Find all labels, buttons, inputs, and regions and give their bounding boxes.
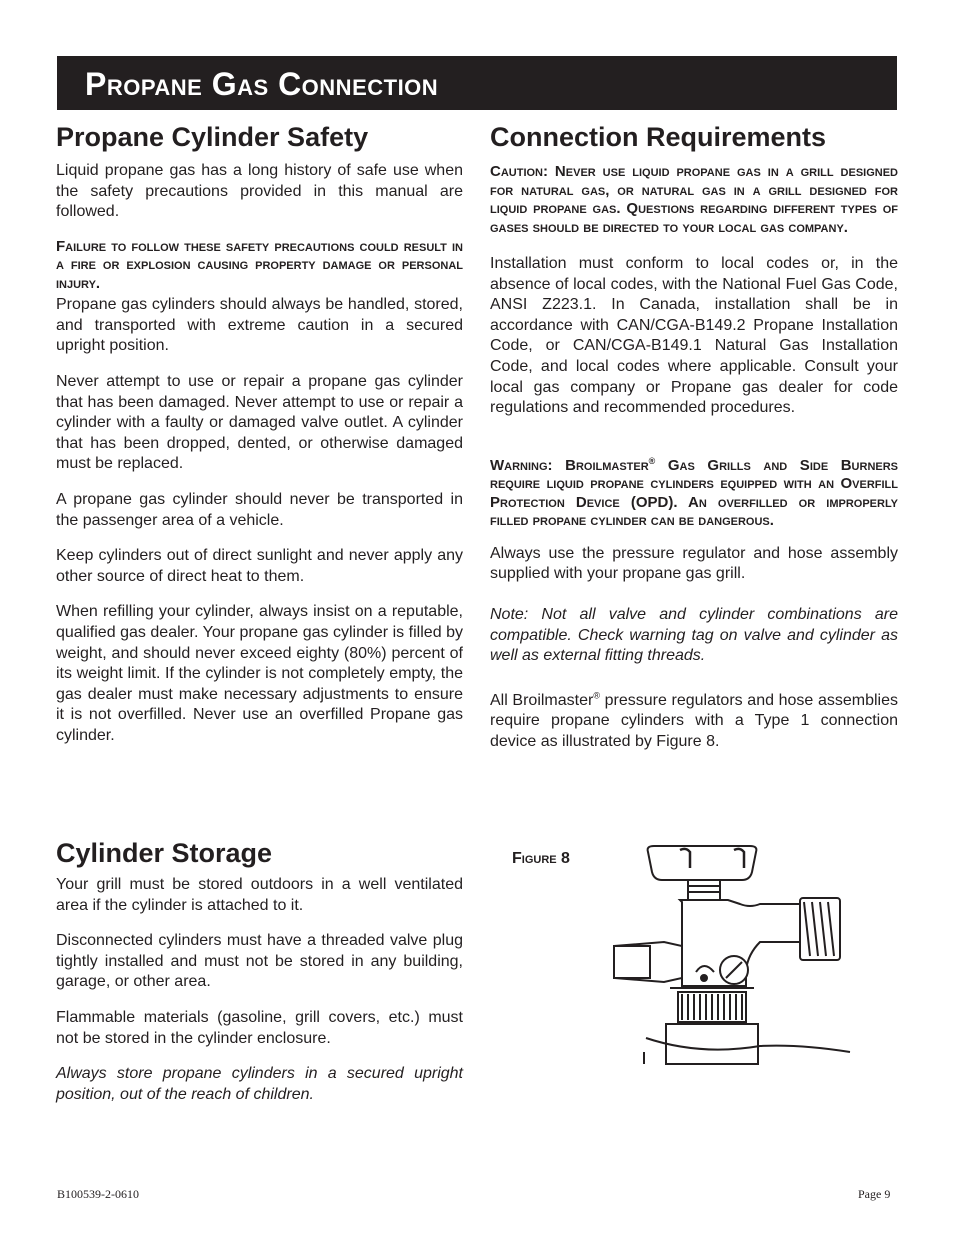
safety-warning: Failure to follow these safety precautions could result in a fire or explosion causing property damage or personal injury.: [56, 237, 463, 292]
paragraph-transport: A propane gas cylinder should never be transported in the passenger area of a vehicle.: [56, 491, 463, 529]
regulator-paragraph: Always use the pressure regulator and hose assembly supplied with your propane gas grill.: [490, 544, 898, 583]
storage-paragraph-2: Disconnected cylinders must have a threaded valve plug tightly installed and must not be stored in any building, garage, or other area.: [56, 932, 463, 991]
regulators-start: All Broilmaster: [490, 691, 594, 709]
storage-paragraph-4: Always store propane cylinders in a secured upright position, out of the reach of children.: [56, 1065, 463, 1103]
registered-mark-2: ®: [593, 690, 600, 701]
paragraph-refilling: When refilling your cylinder, always insist on a reputable, qualified gas dealer. Your propane gas cylinder is filled by weight, and should never exceed eighty (80%) percent of its weight limit. If the cylinder is not completely empty, the gas dealer must make necessary adjustments to ensure it is not overfilled. Never use an overfilled Propane gas cylinder.: [56, 603, 463, 744]
title-banner: [57, 56, 897, 110]
cylinder-valve-illustration: [600, 842, 860, 1067]
figure-label: Figure 8: [512, 850, 570, 867]
storage-paragraph-3: Flammable materials (gasoline, grill covers, etc.) must not be stored in the cylinder enclosure.: [56, 1008, 463, 1047]
registered-mark: ®: [648, 455, 656, 466]
page-title: Propane Gas Connection: [85, 66, 439, 102]
opd-warning-rest: Gas Grills and Side Burners require liquid propane cylinders equipped with an Overfill Protection Device (OPD). An overfilled or improperly filled propane cylinder can be dangerous.: [490, 456, 899, 530]
opd-warning: [490, 457, 898, 531]
connection-requirements-section: [490, 121, 898, 753]
cylinder-storage-section: [56, 837, 463, 1105]
intro-paragraph: Liquid propane gas has a long history of safe use when the safety precautions provided in this manual are followed.: [56, 162, 463, 221]
paragraph-handling: Propane gas cylinders should always be handled, stored, and transported with extreme caution in a secured upright position.: [56, 296, 463, 355]
page-number: Page 9: [858, 1187, 891, 1201]
regulators-paragraph: [490, 691, 898, 753]
compatibility-note: Note: Not all valve and cylinder combinations are compatible. Check warning tag on valve and cylinder as well as external fitting threads.: [490, 605, 898, 665]
caution-notice: Caution: Never use liquid propane gas in a grill designed for natural gas, or natural gas in a grill designed for liquid propane gas. Questions regarding different types of gases should be directed to your local gas company.: [490, 163, 898, 236]
paragraph-damaged-cylinder: Never attempt to use or repair a propane gas cylinder that has been damaged. Never attempt to use or repair a cylinder with a faulty or damaged valve outlet. A cylinder that has been dropped, dented, or otherwise damaged must be replaced.: [56, 373, 463, 473]
section-heading-connection: Connection Requirements: [490, 122, 827, 152]
installation-paragraph: Installation must conform to local codes or, in the absence of local codes, with the National Fuel Gas Code, ANSI Z223.1. In Canada, installation shall be in accordance with CAN/CGA-B149.2 Propane Installation Code, or CAN/CGA-B149.1 Natural Gas Installation Code, and local codes where applicable. Consult your local gas company or Propane gas dealer for code regulations and recommended procedures.: [490, 255, 898, 417]
propane-cylinder-safety-section: [56, 121, 463, 747]
paragraph-heat: Keep cylinders out of direct sunlight and never apply any other source of direct heat to them.: [56, 547, 463, 585]
document-number: B100539-2-0610: [57, 1187, 139, 1201]
section-heading-safety: Propane Cylinder Safety: [56, 122, 369, 152]
regulators-rest: pressure regulators and hose assemblies require propane cylinders with a Type 1 connection device as illustrated by Figure 8.: [490, 691, 898, 750]
storage-paragraph-1: Your grill must be stored outdoors in a well ventilated area if the cylinder is attached to it.: [56, 876, 463, 914]
opd-warning-start: Warning: Broilmaster: [490, 456, 649, 474]
section-heading-storage: Cylinder Storage: [56, 838, 273, 868]
